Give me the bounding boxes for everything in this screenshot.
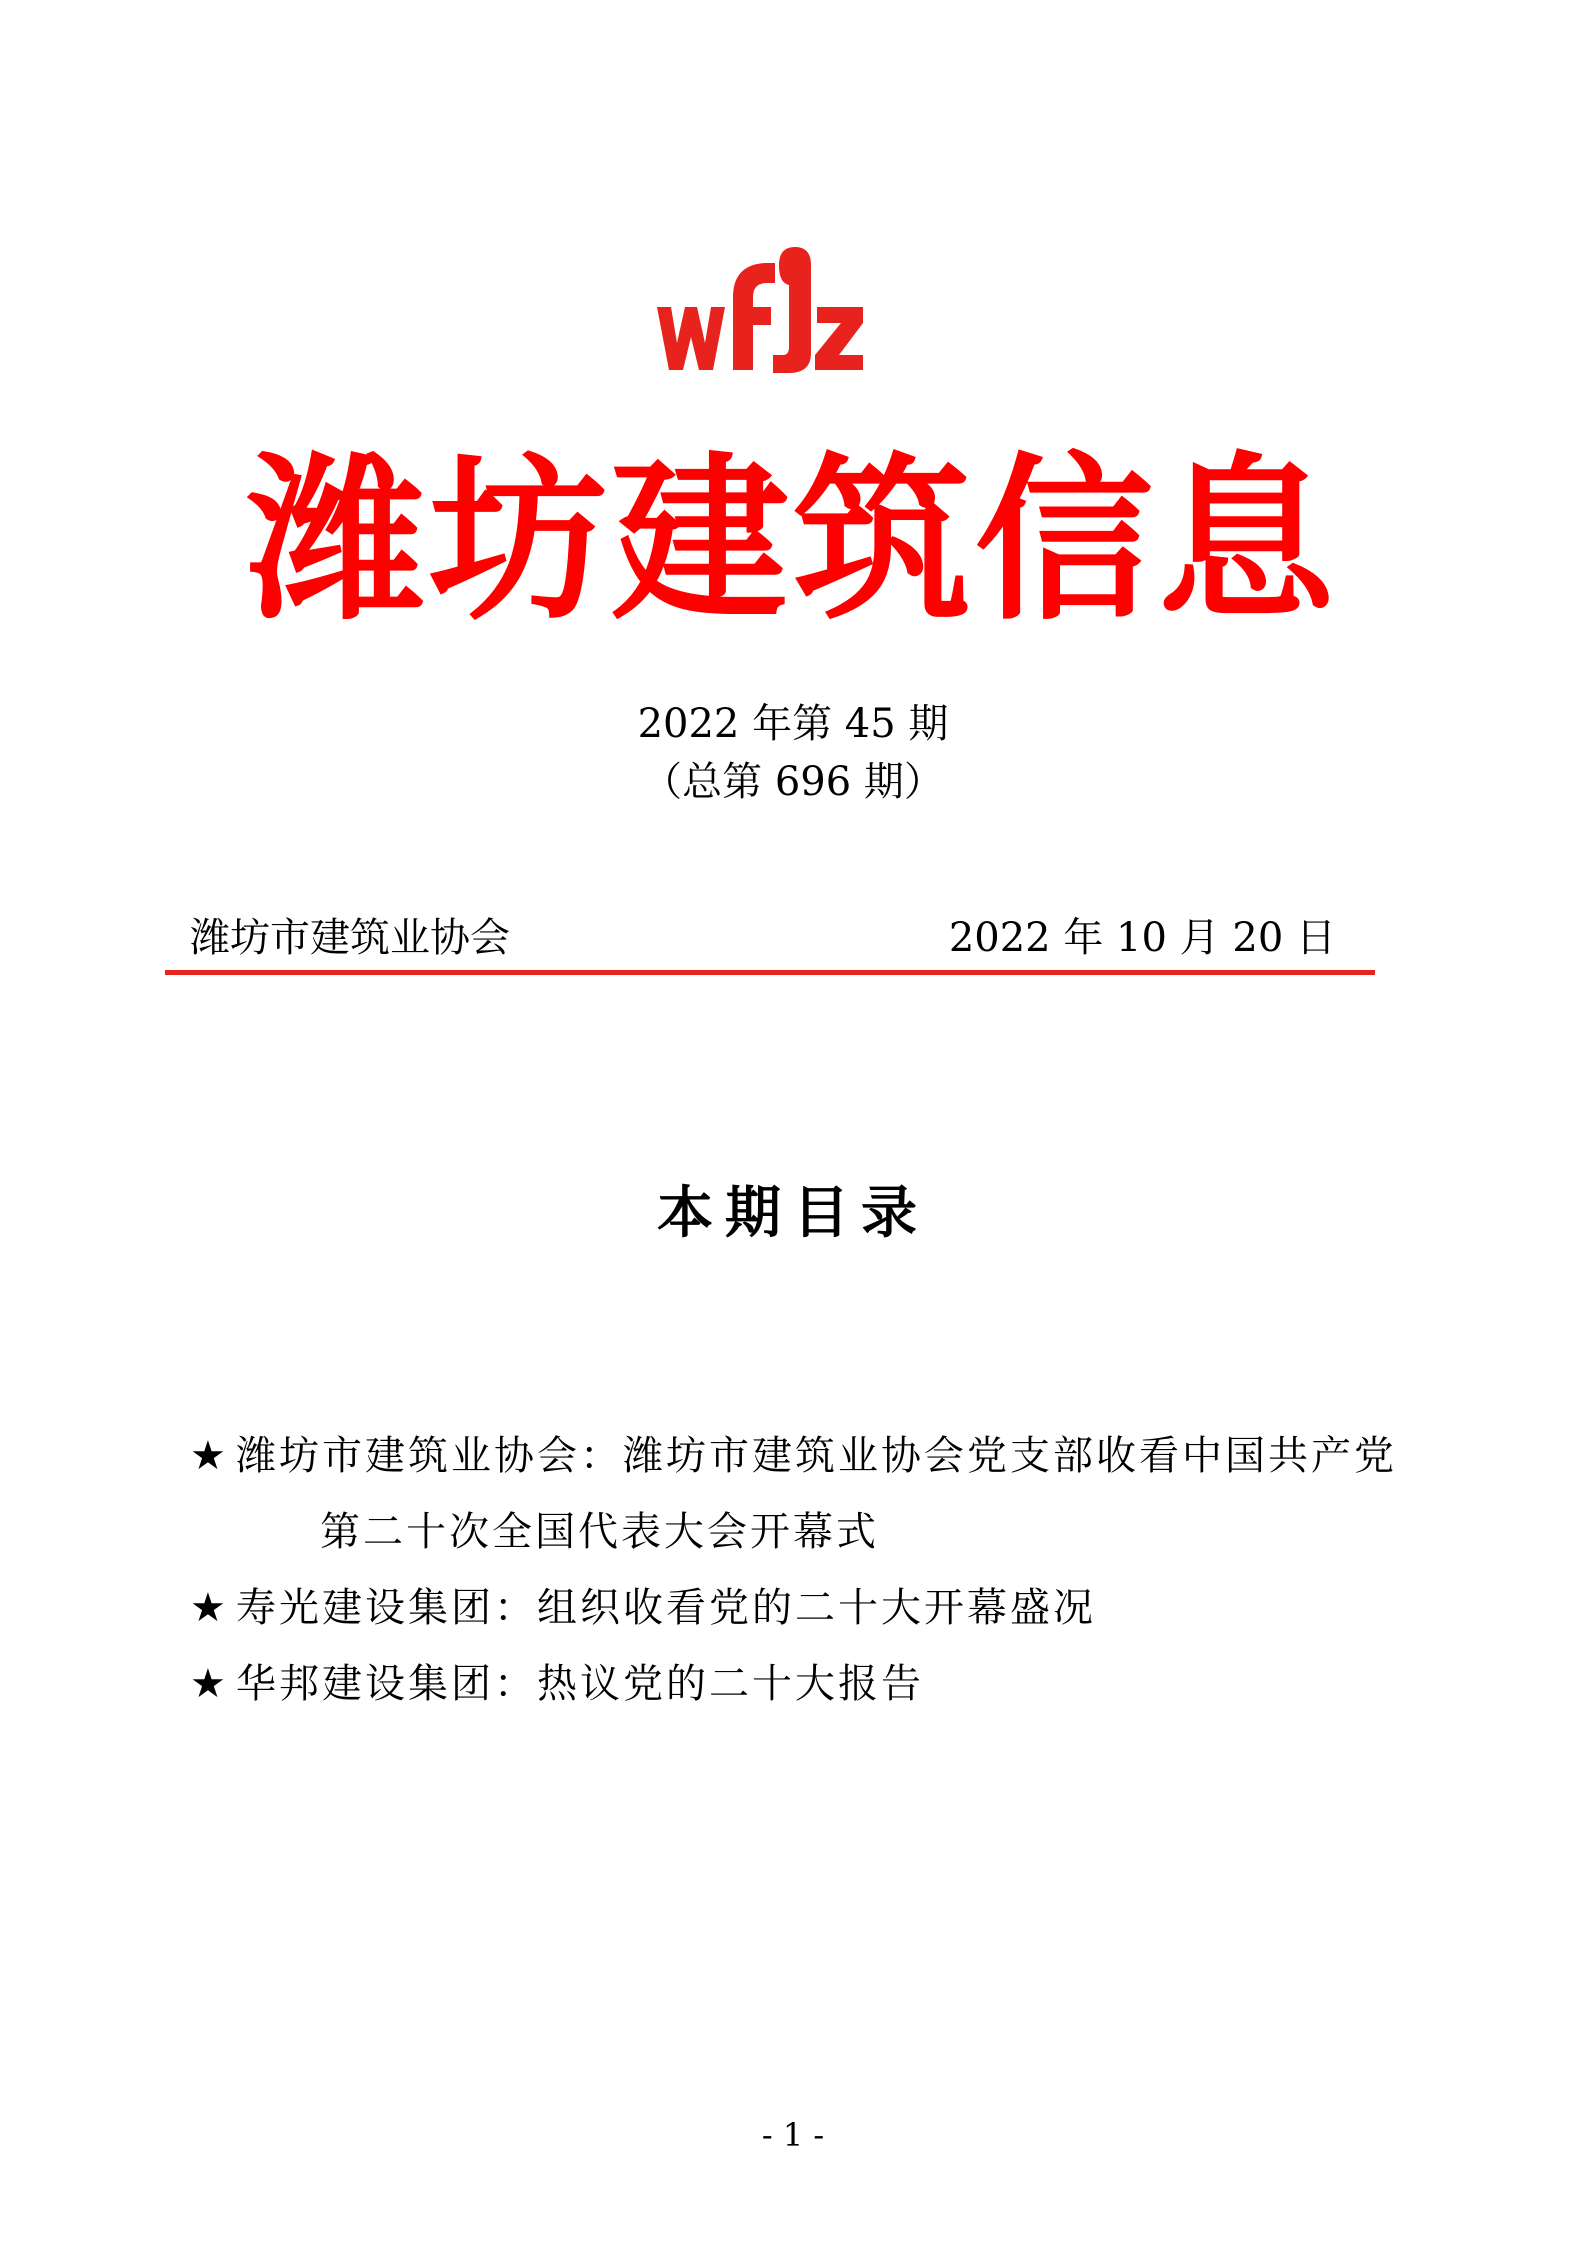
- wfjz-logo: [655, 245, 865, 380]
- toc-item-text: 寿光建设集团：组织收看党的二十大开幕盛况: [236, 1585, 1096, 1631]
- publisher-name: 潍坊市建筑业协会: [190, 915, 510, 961]
- toc-title: 本期目录: [657, 1180, 929, 1246]
- toc-item-text-continued: 第二十次全国代表大会开幕式: [320, 1509, 879, 1555]
- toc-item-text: 潍坊市建筑业协会：潍坊市建筑业协会党支部收看中国共产党: [236, 1433, 1397, 1479]
- star-icon: ★: [190, 1585, 229, 1631]
- table-of-contents: [190, 1418, 1420, 1722]
- masthead-title: 潍坊建筑信息: [247, 435, 1339, 644]
- toc-item[interactable]: [190, 1570, 1420, 1646]
- issue-total-number: （总第 696 期）: [642, 759, 944, 805]
- page-number: - 1 -: [761, 2116, 825, 2154]
- toc-item[interactable]: [190, 1646, 1420, 1722]
- star-icon: ★: [190, 1661, 229, 1707]
- issue-number: 2022 年第 45 期: [637, 701, 949, 747]
- header-divider: [165, 970, 1375, 975]
- toc-item-text: 华邦建设集团：热议党的二十大报告: [236, 1661, 924, 1707]
- star-icon: ★: [190, 1433, 229, 1479]
- publication-date: 2022 年 10 月 20 日: [948, 915, 1336, 961]
- toc-item[interactable]: [190, 1418, 1420, 1570]
